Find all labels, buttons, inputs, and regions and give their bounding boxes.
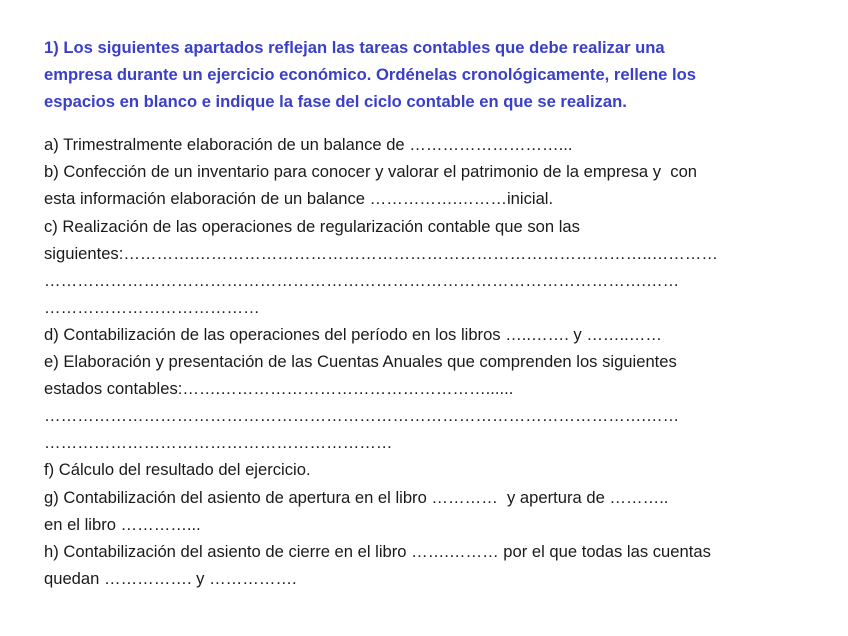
task-c-blank-line: ………………………………… — [44, 297, 260, 317]
task-h-line: h) Contabilización del asiento de cierre en el libro …….……… por el que todas las cuentas — [44, 541, 711, 561]
task-e-blank-line: ……………………………………………………………………………………………….…… — [44, 406, 680, 426]
task-c-line: siguientes:………….………………………………………………………………………..………… — [44, 243, 718, 263]
question-title-line: empresa durante un ejercicio económico. Ordénelas cronológicamente, rellene los — [44, 65, 696, 85]
task-g-line: en el libro …………... — [44, 514, 201, 534]
task-a-line: a) Trimestralmente elaboración de un balance de ………………………... — [44, 135, 573, 155]
task-e-line: e) Elaboración y presentación de las Cuentas Anuales que comprenden los siguientes — [44, 352, 677, 372]
task-list — [44, 131, 834, 592]
task-g-line: g) Contabilización del asiento de apertura en el libro ………… y apertura de ……….. — [44, 487, 669, 507]
task-e-blank-line: ……………………………………………………… — [44, 433, 393, 453]
task-c-blank-line: ……………………………………………………………………………………………….…… — [44, 270, 680, 290]
question-title — [44, 34, 834, 115]
task-d-line: d) Contabilización de las operaciones del período en los libros …..……. y ……..…… — [44, 324, 662, 344]
task-c-line: c) Realización de las operaciones de regularización contable que son las — [44, 216, 580, 236]
task-h-line: quedan ……………. y ……………. — [44, 568, 297, 588]
question-title-line: 1) Los siguientes apartados reflejan las tareas contables que debe realizar una — [44, 38, 665, 57]
task-f-line: f) Cálculo del resultado del ejercicio. — [44, 460, 311, 480]
exercise-page — [44, 34, 834, 592]
task-e-line: estados contables:…….…………………………………………...... — [44, 379, 514, 399]
task-b-line: b) Confección de un inventario para conocer y valorar el patrimonio de la empresa y con — [44, 162, 698, 182]
task-b-line: esta información elaboración de un balance …………….………inicial. — [44, 189, 554, 209]
question-title-line: espacios en blanco e indique la fase del ciclo contable en que se realizan. — [44, 92, 627, 112]
